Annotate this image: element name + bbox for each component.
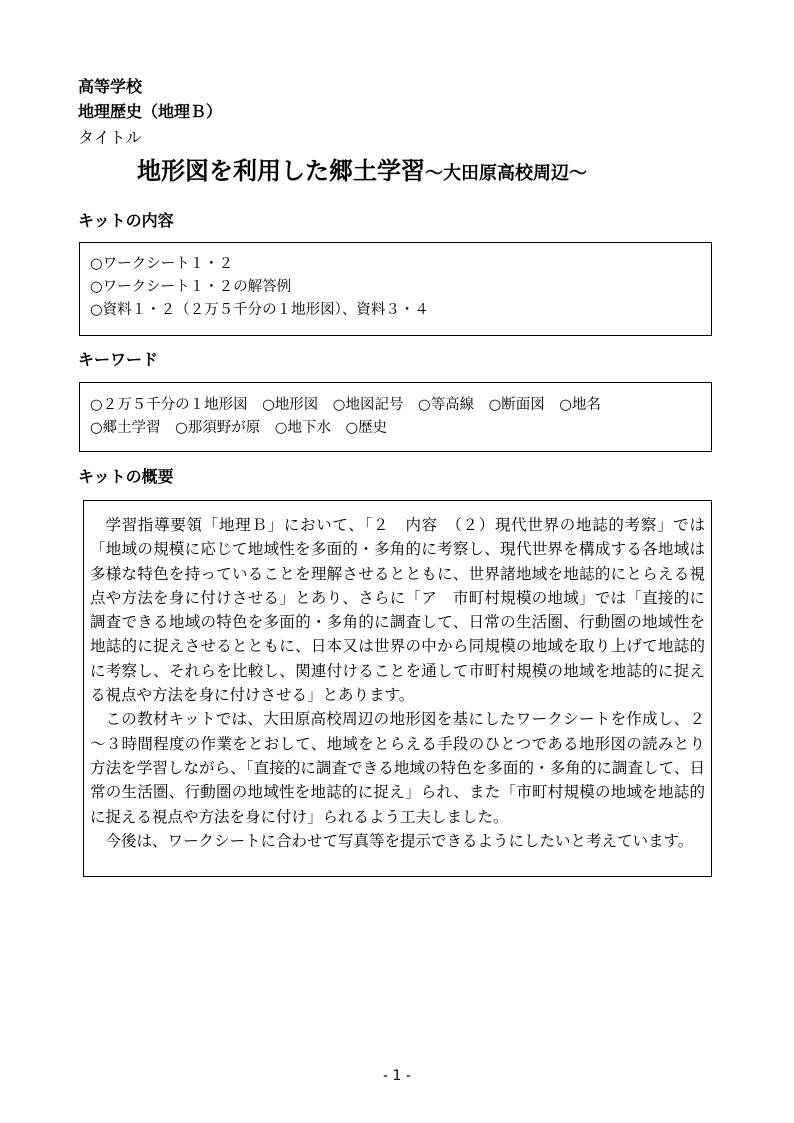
school-label: 高等学校 <box>78 77 143 96</box>
document-title <box>137 156 587 189</box>
summary-paragraph: この教材キットでは、大田原高校周辺の地形図を基にしたワークシートを作成し、２～３時間程度の作業をとおして、地域をとらえる手段のひとつである地形図の読みとり方法を学習しながら、「直接的に調査できる地域の特色を多面的・多角的に調査して、日常の生活圏、行動圏の地域性を地誌的に捉え」られ、また「市町村規模の地域を地誌的に捉える視点や方法を身に付け」られるよう工夫しました。 <box>90 710 705 826</box>
summary-box <box>83 500 712 877</box>
kit-item: ○ワークシート１・２ <box>90 256 234 272</box>
kit-item: ○ワークシート１・２の解答例 <box>90 279 292 295</box>
subject-label: 地理歴史（地理Ｂ） <box>78 102 223 121</box>
title-caption: タイトル <box>78 128 142 147</box>
keyword-line: ○２万５千分の１地形図 ○地形図 ○地図記号 ○等高線 ○断面図 ○地名 <box>90 397 601 413</box>
keywords-box <box>79 382 712 452</box>
summary-heading: キットの概要 <box>78 467 174 486</box>
title-main: 地形図を利用した郷土学習 <box>137 157 425 185</box>
kit-item: ○資料１・２（２万５千分の１地形図）、資料３・４ <box>90 302 429 318</box>
page-number: - 1 - <box>383 1068 411 1084</box>
kit-contents-heading: キットの内容 <box>78 211 174 230</box>
keyword-line: ○郷土学習 ○那須野が原 ○地下水 ○歴史 <box>90 420 388 436</box>
summary-paragraph: 学習指導要領「地理Ｂ」において、「２ 内容 （２）現代世界の地誌的考察」では「地域の規模に応じて地域性を多面的・多角的に考察し、現代世界を構成する各地域は多様な特色を持っていることを理解させるとともに、世界諸地域を地誌的にとらえる視点や方法を身に付けさせる」とあり、さらに「ア 市町村規模の地域」では「直接的に調査できる地域の特色を多面的・多角的に調査して、日常の生活圏、行動圏の地域性を地誌的に捉えさせるとともに、日本又は世界の中から同規模の地域を取り上げて地誌的に考察し、それらを比較し、関連付けることを通して市町村規模の地域を地誌的に捉える視点や方法を身に付けさせる」とあります。 <box>90 516 705 705</box>
title-sub: ～大田原高校周辺～ <box>425 163 587 184</box>
keywords-heading: キーワード <box>78 350 159 369</box>
summary-paragraph: 今後は、ワークシートに合わせて写真等を提示できるようにしたいと考えています。 <box>105 831 694 850</box>
kit-contents-box <box>79 242 712 336</box>
